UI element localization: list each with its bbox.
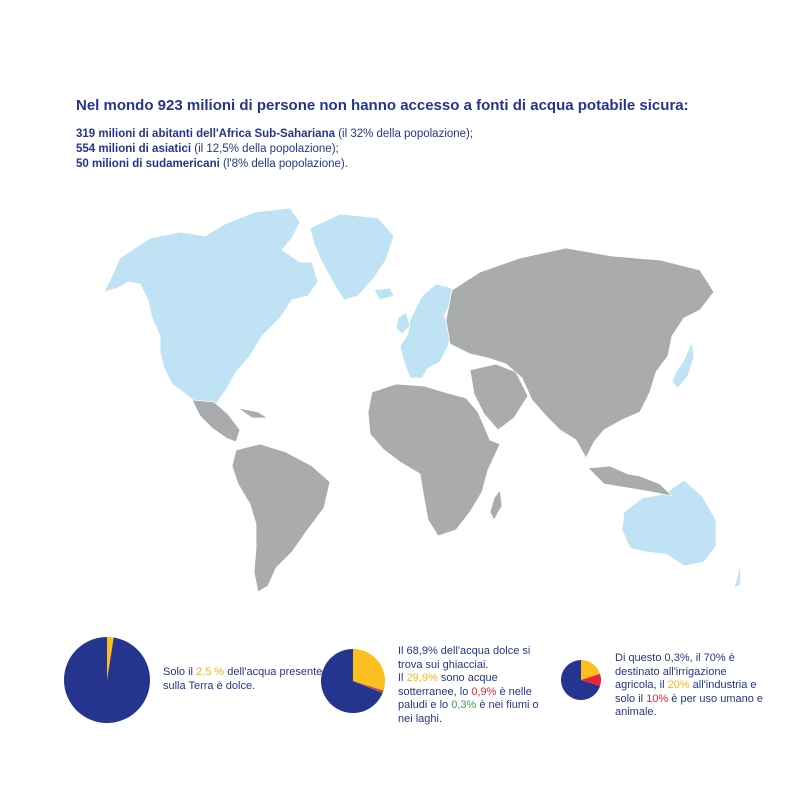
region-madagascar bbox=[490, 490, 502, 520]
stat-bold: 319 milioni di abitanti dell'Africa Sub-Sahariana bbox=[76, 128, 335, 140]
stat-rest: (l'8% della popolazione). bbox=[219, 158, 348, 170]
stat-rest: (il 12,5% della popolazione); bbox=[191, 143, 339, 155]
pie-chart-fresh-water bbox=[64, 637, 150, 723]
stat-bold: 50 milioni di sudamericani bbox=[76, 158, 220, 170]
stat-row-africa bbox=[76, 127, 716, 142]
stat-rest: (il 32% della popolazione); bbox=[335, 128, 474, 140]
caption-pct-swamp: 0,9% bbox=[471, 685, 497, 698]
caption-fresh-water-distribution bbox=[398, 645, 548, 727]
caption-text: all'industria e solo il bbox=[615, 679, 757, 705]
caption-pct-ground: 29,9% bbox=[406, 672, 438, 685]
caption-text: è nei fiumi o nei laghi. bbox=[398, 699, 539, 725]
pie-chart-fresh-water-distribution bbox=[321, 649, 385, 713]
page-title: Nel mondo 923 milioni di persone non hanno accesso a fonti di acqua potabile sicura: bbox=[76, 97, 689, 114]
population-stats bbox=[76, 127, 716, 172]
region-central-america bbox=[192, 400, 240, 442]
pie-slices bbox=[321, 649, 385, 713]
caption-pct-rivers: 0,3% bbox=[451, 699, 477, 712]
pie-slices bbox=[64, 637, 150, 723]
caption-pct-industry: 20% bbox=[667, 679, 690, 692]
stat-row-south-america bbox=[76, 157, 716, 172]
region-iceland bbox=[374, 288, 394, 300]
caption-text: Solo il bbox=[163, 666, 197, 678]
pie-slice-acqua-salata bbox=[64, 637, 150, 723]
region-japan bbox=[672, 342, 694, 388]
pie-slices bbox=[561, 660, 601, 700]
pie-chart-water-usage bbox=[561, 660, 601, 700]
caption-text: è nelle paludi e lo bbox=[398, 685, 532, 712]
caption-text: Il 68,9% dell'acqua dolce si trova sui ghiacciai. bbox=[398, 645, 531, 671]
region-new-zealand bbox=[734, 558, 740, 588]
caption-fresh-water bbox=[163, 666, 323, 693]
region-russia-asia bbox=[446, 248, 714, 458]
region-indonesia bbox=[588, 466, 672, 496]
stat-row-asia bbox=[76, 142, 716, 157]
caption-pct-fresh: 2,5 % bbox=[196, 666, 225, 678]
world-map bbox=[90, 200, 740, 600]
caption-pct-human: 10% bbox=[646, 692, 669, 705]
region-south-america bbox=[232, 444, 330, 592]
region-uk bbox=[396, 312, 410, 334]
caption-water-usage bbox=[615, 652, 765, 720]
caption-text: è per uso umano e animale. bbox=[615, 692, 764, 719]
caption-text: sono acque sotterranee, lo bbox=[398, 672, 498, 698]
caption-text: Di questo 0,3%, il 70% è destinato all'irrigazione agricola, il bbox=[615, 652, 735, 692]
region-north-america bbox=[104, 208, 318, 406]
caption-text: dell'acqua presente sulla Terra è dolce. bbox=[163, 666, 323, 692]
stat-bold: 554 milioni di asiatici bbox=[76, 143, 192, 155]
caption-text: Il bbox=[398, 672, 407, 685]
region-western-europe bbox=[400, 284, 452, 378]
region-greenland bbox=[310, 214, 394, 300]
region-caribbean bbox=[238, 408, 268, 418]
